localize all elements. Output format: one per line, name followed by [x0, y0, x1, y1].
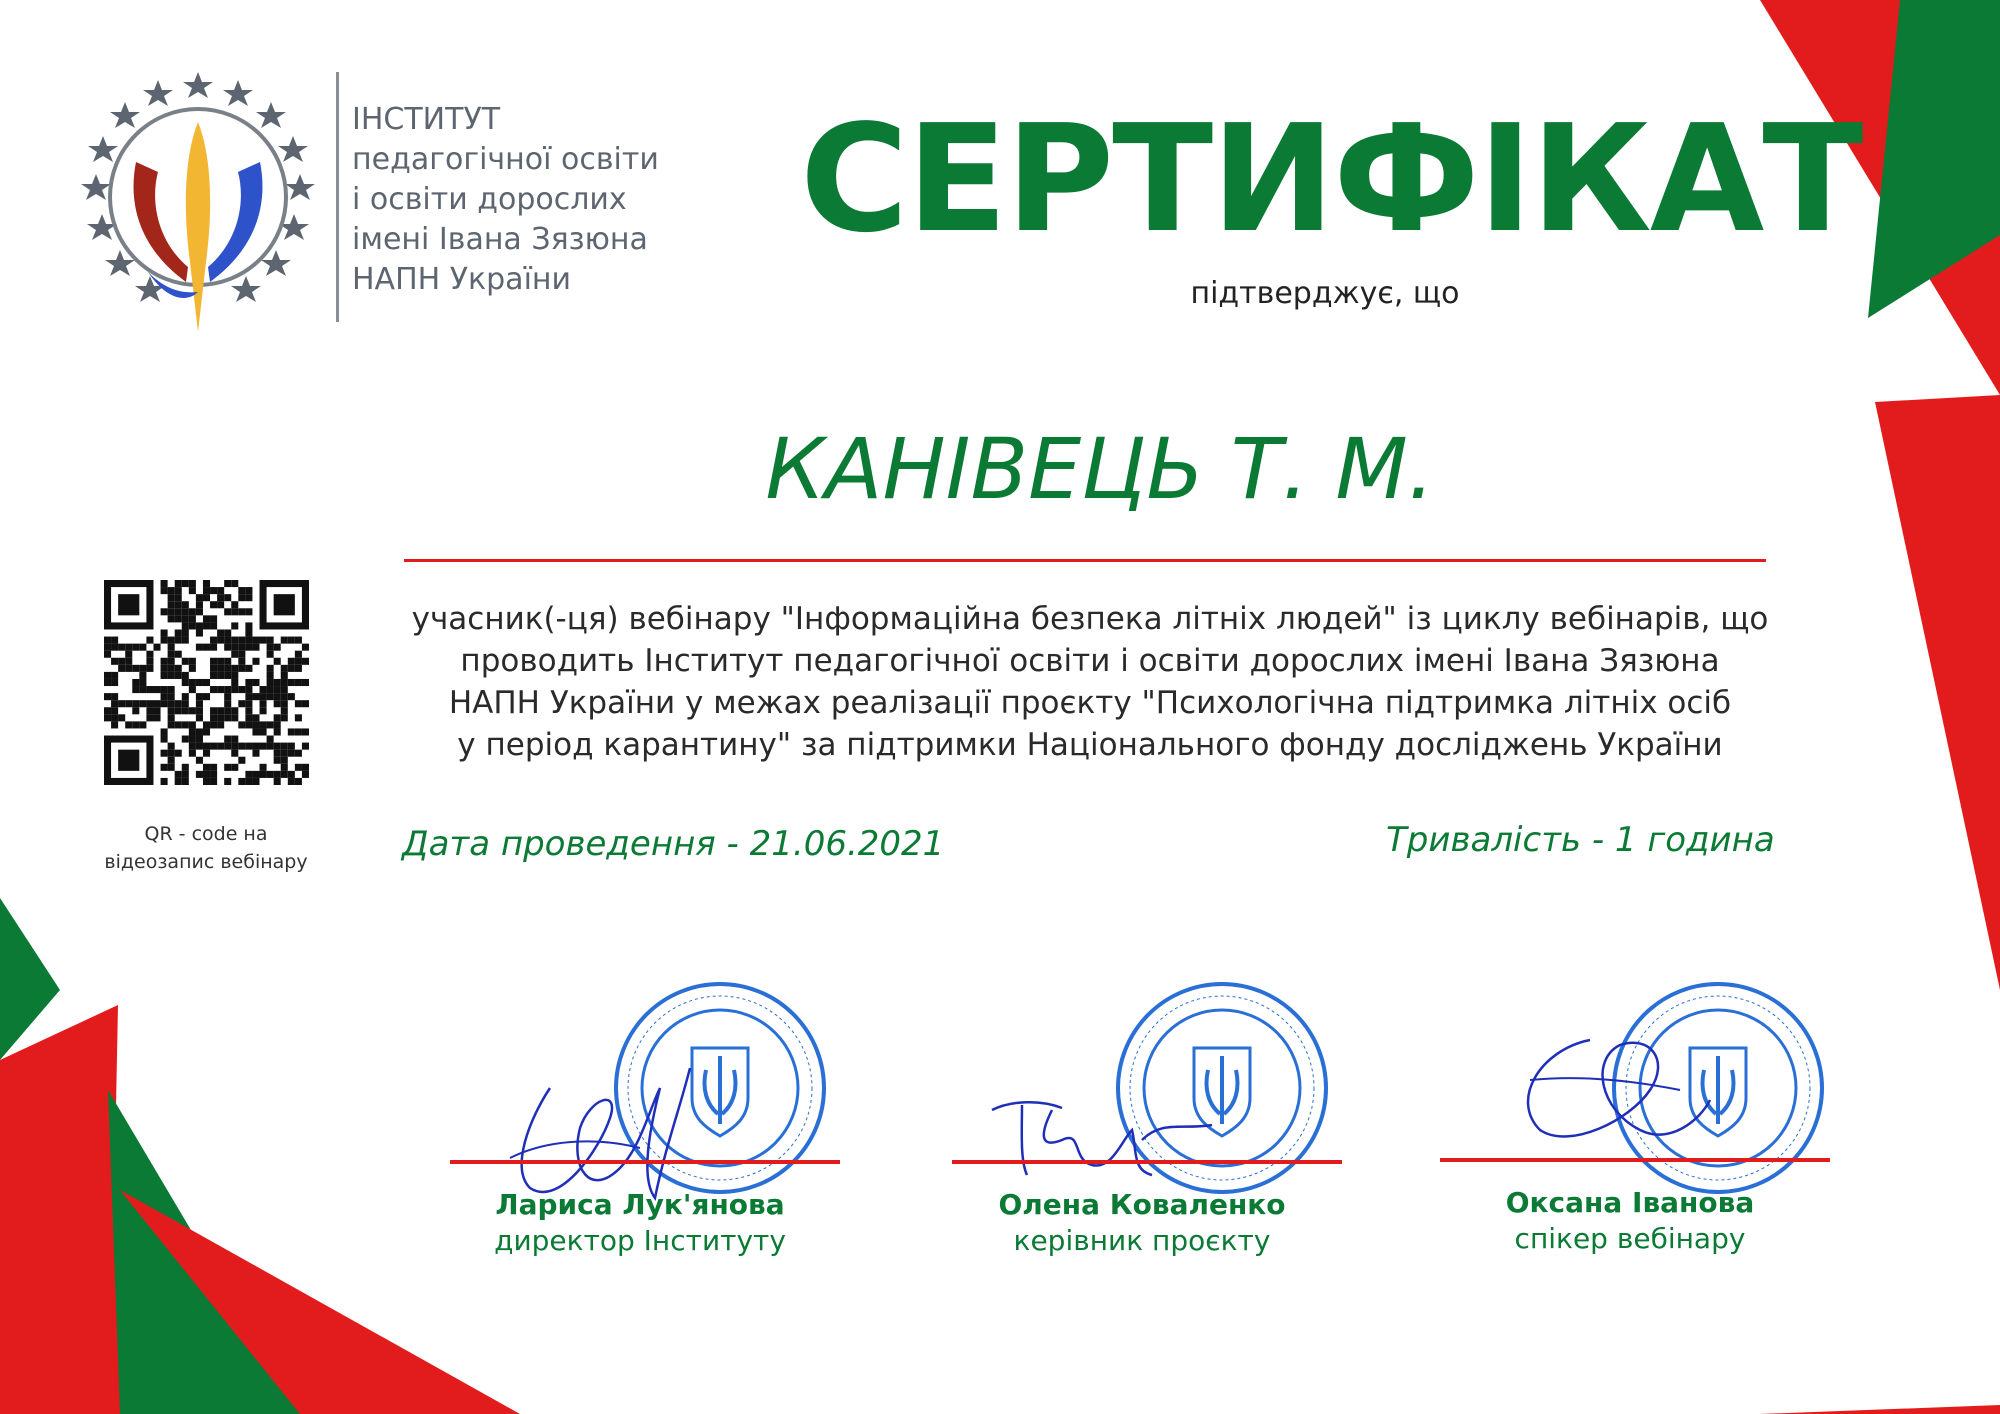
signatory-role: спікер вебінару	[1514, 1222, 1746, 1255]
signature-line	[450, 1160, 840, 1164]
institute-name	[352, 100, 659, 300]
description-line: проводить Інститут педагогічної освіти і освіти дорослих імені Івана Зязюна	[460, 643, 1720, 679]
qr-caption-line: QR - code на	[144, 823, 268, 845]
signature-line	[1440, 1158, 1830, 1162]
institute-line: і освіти дорослих	[352, 182, 627, 217]
signature-block	[1420, 980, 1840, 1270]
institute-line: імені Івана Зязюна	[352, 222, 648, 257]
signatory-role: керівник проєкту	[1013, 1224, 1271, 1257]
signature-line	[952, 1160, 1342, 1164]
qr-code[interactable]	[104, 580, 309, 785]
handwritten-signature-icon	[1500, 1020, 1720, 1170]
description-line: у період карантину" за підтримки Національного фонду досліджень України	[457, 727, 1723, 763]
institute-line: ІНСТИТУТ	[352, 102, 501, 137]
certificate-title: СЕРТИФІКАТ	[800, 93, 1862, 265]
qr-caption	[86, 820, 326, 876]
institute-line: педагогічної освіти	[352, 142, 659, 177]
description	[400, 598, 1780, 766]
event-duration: Тривалість - 1 година	[1386, 820, 1775, 860]
signatory-role: директор Інституту	[494, 1224, 786, 1257]
institute-logo	[68, 62, 328, 342]
recipient-name: КАНІВЕЦЬ Т. М.	[765, 420, 1435, 518]
signature-block	[430, 980, 850, 1270]
signatory-name: Лариса Лук'янова	[495, 1188, 785, 1221]
institute-line: НАПН України	[352, 262, 572, 297]
signature-block	[932, 980, 1352, 1270]
confirms-text: підтверджує, що	[1190, 276, 1460, 311]
recipient-underline	[404, 559, 1766, 562]
logo-divider	[336, 72, 339, 322]
description-line: НАПН України у межах реалізації проєкту "Психологічна підтримка літніх осіб	[448, 685, 1732, 721]
description-line: учасник(-ця) вебінару "Інформаційна безпека літніх людей" із циклу вебінарів, що	[411, 601, 1769, 637]
qr-caption-line: відеозапис вебінару	[104, 851, 308, 873]
handwritten-signature-icon	[982, 1080, 1222, 1190]
event-date: Дата проведення - 21.06.2021	[402, 824, 945, 864]
signatory-name: Оксана Іванова	[1505, 1186, 1755, 1219]
signatory-name: Олена Коваленко	[998, 1188, 1286, 1221]
